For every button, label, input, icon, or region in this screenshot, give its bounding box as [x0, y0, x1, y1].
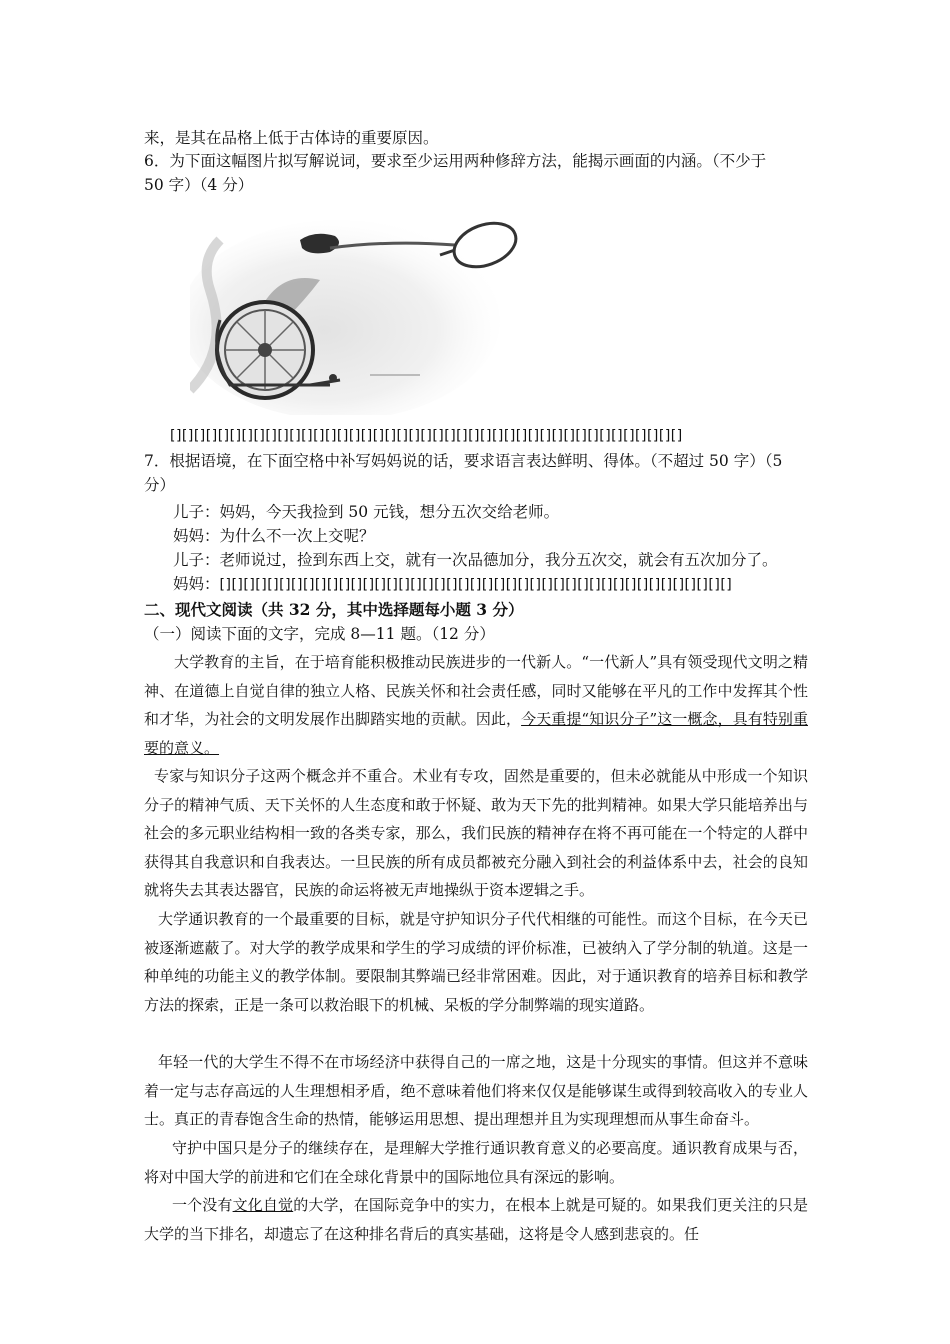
wheelchair-tennis-illustration [190, 200, 530, 415]
q7-mom-answer-blanks[interactable]: [][][][][][][][][][][][][][][][][][][][][][][][][][][][][][][][][][][][][][][][][][][] [219, 577, 733, 593]
passage-p1-text: 大学教育的主旨，在于培育能积极推动民族进步的一代新人。“一代新人”具有领受现代文明之精神、在道德上自觉自律的独立人格、民族关怀和社会责任感，同时又能够在平凡的工作中发挥其个性和才华，为社会的文明发展作出脚踏实地的贡献。因此， [144, 653, 808, 728]
q7-mom-label: 妈妈： [173, 575, 220, 593]
q7-dialogue-son-2: 儿子：老师说过，捡到东西上交，就有一次品德加分，我分五次交，就会有五次加分了。 [173, 551, 778, 569]
passage-paragraph-4: 年轻一代的大学生不得不在市场经济中获得自己的一席之地，这是十分现实的事情。但这并不意味着一定与志存高远的人生理想相矛盾，绝不意味着他们将来仅仅是能够谋生或得到较高收入的专业人士。真正的青春饱含生命的热情，能够运用思想、提出理想并且为实现理想而从事生命奋斗。 [144, 1053, 808, 1128]
section2-heading: 二、现代文阅读（共 32 分，其中选择题每小题 3 分） [144, 600, 524, 619]
q7-dialogue-son-1: 儿子：妈妈，今天我捡到 50 元钱，想分五次交给老师。 [173, 503, 560, 521]
q6-answer-blanks[interactable]: [][][][][][][][][][][][][][][][][][][][][][][][][][][][][][][][][][][][][][][][][][][] [170, 428, 683, 444]
passage-p6-text-a: 一个没有 [172, 1196, 233, 1214]
passage-p6-underlined: 文化自觉 [232, 1196, 294, 1214]
passage-paragraph-3: 大学通识教育的一个最重要的目标，就是守护知识分子代代相继的可能性。而这个目标，在今天已被逐渐遮蔽了。对大学的教学成果和学生的学习成绩的评价标准，已被纳入了学分制的轨道。这是一种单纯的功能主义的教学体制。要限制其弊端已经非常困难。因此，对于通识教育的培养目标和教学方法的探索，正是一条可以救治眼下的机械、呆板的学分制弊端的现实道路。 [144, 910, 808, 1014]
q7-prompt-line2: 分） [144, 476, 176, 494]
passage-p6-text-b: 的大学，在国际竞争中的实力，在根本上就是可疑的。如果我们更关注的只是大学的当下排名，却遗忘了在这种排名背后的真实基础，这将是令人感到悲哀的。任 [144, 1196, 808, 1243]
q6-prompt-line1: 6．为下面这幅图片拟写解说词，要求至少运用两种修辞方法，能揭示画面的内涵。（不少于 [144, 152, 767, 170]
q6-prompt-line2: 50 字）（4 分） [144, 176, 254, 194]
passage-paragraph-2: 专家与知识分子这两个概念并不重合。术业有专攻，固然是重要的，但未必就能从中形成一个知识分子的精神气质、天下关怀的人生态度和敢于怀疑、敢为天下先的批判精神。如果大学只能培养出与社会的多元职业结构相一致的各类专家，那么，我们民族的精神存在将不再可能在一个特定的人群中获得其自我意识和自我表达。一旦民族的所有成员都被充分融入到社会的利益体系中去，社会的良知就将失去其表达器官，民族的命运将被无声地操纵于资本逻辑之手。 [144, 767, 808, 899]
q5-tail-text: 来，是其在品格上低于古体诗的重要原因。 [144, 129, 439, 147]
passage-paragraph-6 [144, 1191, 808, 1248]
q7-mom-answer-row [173, 573, 732, 596]
passage-paragraph-5: 守护中国只是分子的继续存在，是理解大学推行通识教育意义的必要高度。通识教育成果与否，将对中国大学的前进和它们在全球化背景中的国际地位具有深远的影响。 [144, 1139, 808, 1186]
passage-paragraph-1 [144, 648, 808, 762]
section2-sub1: （一）阅读下面的文字，完成 8—11 题。（12 分） [144, 625, 495, 643]
q7-prompt-line1: 7．根据语境，在下面空格中补写妈妈说的话，要求语言表达鲜明、得体。（不超过 50 字）（5 [144, 452, 783, 470]
passage-p1-underlined: 今天重提“知识分子”这一概念，具有特别重要的意义。 [144, 710, 808, 757]
q7-dialogue-mom-1: 妈妈：为什么不一次上交呢？ [173, 527, 375, 545]
